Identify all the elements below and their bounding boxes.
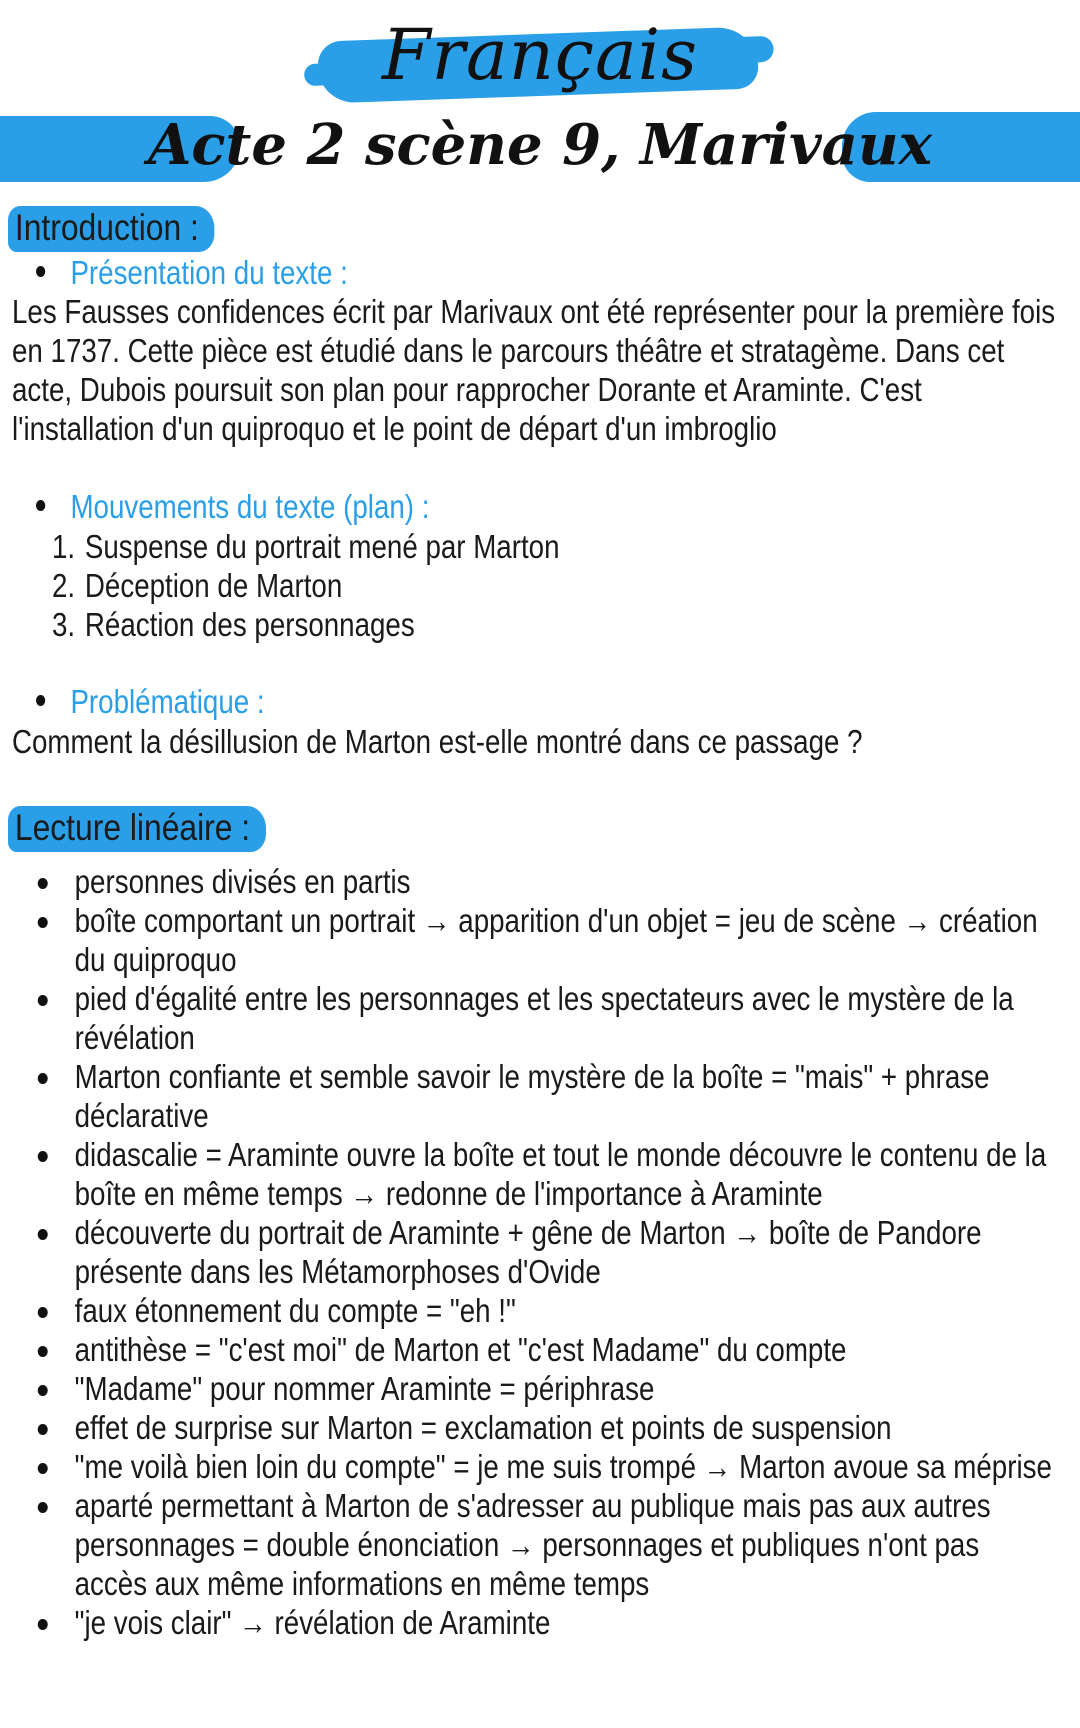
lecture-heading: Lecture linéaire :	[8, 806, 266, 852]
lecture-list	[36, 862, 1052, 1642]
list-item: pied d'égalité entre les personnages et les spectateurs avec le mystère de la révélation	[36, 979, 1052, 1057]
list-item: "je vois clair" → révélation de Araminte	[36, 1603, 1052, 1642]
list-item: aparté permettant à Marton de s'adresser au publique mais pas aux autres personnages = double énonciation → personnages et publiques n'ont pas accès aux même informations en même temps	[36, 1486, 1052, 1603]
list-item: boîte comportant un portrait → apparition d'un objet = jeu de scène → création du quiproquo	[36, 901, 1052, 979]
bullet-dot	[36, 500, 45, 511]
introduction-heading: Introduction :	[8, 206, 214, 252]
page-subtitle: Acte 2 scène 9, Marivaux	[147, 112, 933, 178]
list-item: "Madame" pour nommer Araminte = périphrase	[36, 1369, 1052, 1408]
list-item: "me voilà bien loin du compte" = je me suis trompé → Marton avoue sa méprise	[36, 1447, 1052, 1486]
mouvements-list	[52, 527, 559, 644]
list-item: découverte du portrait de Araminte + gêne de Marton → boîte de Pandore présente dans les Métamorphoses d'Ovide	[36, 1213, 1052, 1291]
presentation-text: Les Fausses confidences écrit par Marivaux ont été représenter pour la première fois en 1737. Cette pièce est étudié dans le parcours théâtre et stratagème. Dans cet acte, Dubois poursuit son plan pour rapprocher Dorante et Araminte. C'est l'installation d'un quiproquo et le point de départ d'un imbroglio	[12, 293, 1056, 447]
list-item: 1. Suspense du portrait mené par Marton	[52, 528, 560, 565]
mouvements-label-text: Mouvements du texte (plan) :	[70, 488, 430, 525]
list-item: personnes divisés en partis	[36, 862, 1052, 901]
page-title: Français	[381, 14, 699, 96]
list-item: effet de surprise sur Marton = exclamation et points de suspension	[36, 1408, 1052, 1447]
list-item: 2. Déception de Marton	[52, 567, 343, 604]
problematique-text: Comment la désillusion de Marton est-elle montré dans ce passage ?	[12, 723, 863, 760]
problematique-label-text: Problématique :	[70, 683, 265, 720]
list-item: faux étonnement du compte = "eh !"	[36, 1291, 1052, 1330]
list-item: Marton confiante et semble savoir le mystère de la boîte = "mais" + phrase déclarative	[36, 1057, 1052, 1135]
presentation-label	[36, 254, 348, 292]
list-item: antithèse = "c'est moi" de Marton et "c'est Madame" du compte	[36, 1330, 1052, 1369]
bullet-dot	[36, 266, 45, 277]
list-item: 3. Réaction des personnages	[52, 606, 415, 643]
mouvements-label	[36, 488, 429, 526]
list-item: didascalie = Araminte ouvre la boîte et tout le monde découvre le contenu de la boîte en même temps → redonne de l'importance à Araminte	[36, 1135, 1052, 1213]
presentation-label-text: Présentation du texte :	[70, 254, 348, 291]
problematique-label	[36, 683, 265, 721]
bullet-dot	[36, 695, 45, 706]
